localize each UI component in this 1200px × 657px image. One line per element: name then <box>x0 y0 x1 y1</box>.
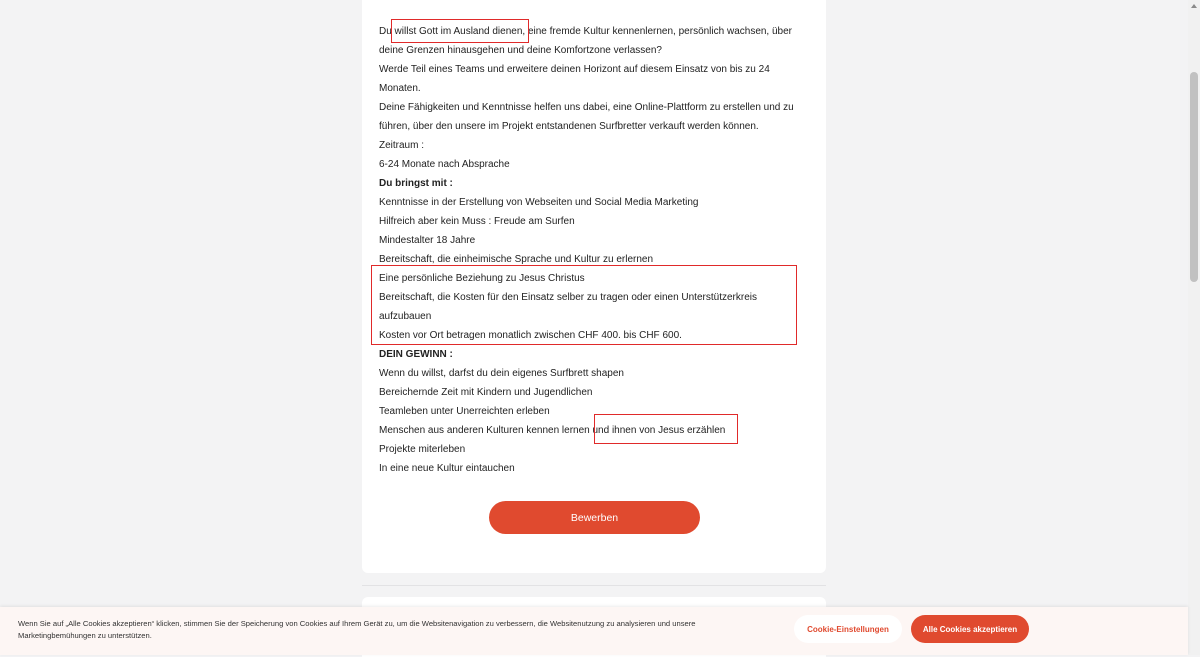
requirement-item: Bereitschaft, die Kosten für den Einsatz selber zu tragen oder einen Unterstützerkreis <box>379 292 757 303</box>
scrollbar[interactable] <box>1188 0 1200 655</box>
gain-item: Menschen aus anderen Kulturen kennen lernen und ihnen von Jesus erzählen <box>379 425 726 436</box>
section-divider <box>362 585 826 586</box>
gain-item: Teamleben unter Unerreichten erleben <box>379 406 550 417</box>
requirement-item: aufzubauen <box>379 311 432 322</box>
timeframe-label: Zeitraum : <box>379 140 425 151</box>
cookie-banner <box>0 607 1188 655</box>
highlight-box <box>371 265 797 345</box>
gain-item: Projekte miterleben <box>379 444 466 455</box>
gain-item: Bereichernde Zeit mit Kindern und Jugendlichen <box>379 387 593 398</box>
scroll-up-icon[interactable] <box>1191 4 1197 8</box>
cookie-settings-button[interactable]: Cookie-Einstellungen <box>794 615 902 643</box>
scroll-thumb[interactable] <box>1190 72 1198 282</box>
accept-all-cookies-button[interactable]: Alle Cookies akzeptieren <box>911 615 1029 643</box>
requirement-item: Eine persönliche Beziehung zu Jesus Christus <box>379 273 585 284</box>
description-line: Du willst Gott im Ausland dienen, eine fremde Kultur kennenlernen, persönlich wachsen, über <box>379 26 793 37</box>
highlight-box <box>594 414 738 444</box>
cookie-text: Wenn Sie auf „Alle Cookies akzeptieren“ klicken, stimmen Sie der Speicherung von Cookies auf Ihrem Gerät zu, um die Websitenavigation zu verbessern, die Websitenutzung zu analysieren und unsere Marketingbemühungen zu unterstützen. <box>18 619 696 640</box>
requirement-item: Kosten vor Ort betragen monatlich zwischen CHF 400. bis CHF 600. <box>379 330 682 341</box>
requirements-heading: Du bringst mit : <box>379 178 453 189</box>
requirement-item: Hilfreich aber kein Muss : Freude am Surfen <box>379 216 575 227</box>
highlight-box <box>391 19 529 43</box>
job-description <box>379 22 809 478</box>
gain-item: Wenn du willst, darfst du dein eigenes Surfbrett shapen <box>379 368 624 379</box>
requirement-item: Mindestalter 18 Jahre <box>379 235 476 246</box>
apply-button[interactable]: Bewerben <box>489 501 700 534</box>
gain-item: In eine neue Kultur eintauchen <box>379 463 515 474</box>
requirement-item: Kenntnisse in der Erstellung von Webseiten und Social Media Marketing <box>379 197 699 208</box>
description-line: führen, über den unsere im Projekt entstandenen Surfbretter verkauft werden können. <box>379 121 759 132</box>
timeframe-value: 6-24 Monate nach Absprache <box>379 159 510 170</box>
description-line: deine Grenzen hinausgehen und deine Komfortzone verlassen? <box>379 45 662 56</box>
gain-heading: DEIN GEWINN : <box>379 349 453 360</box>
requirement-item: Bereitschaft, die einheimische Sprache und Kultur zu erlernen <box>379 254 654 265</box>
description-line: Monaten. <box>379 83 421 94</box>
description-line: Deine Fähigkeiten und Kenntnisse helfen uns dabei, eine Online-Plattform zu erstellen und zu <box>379 102 794 113</box>
description-line: Werde Teil eines Teams und erweitere deinen Horizont auf diesem Einsatz von bis zu 24 <box>379 64 770 75</box>
